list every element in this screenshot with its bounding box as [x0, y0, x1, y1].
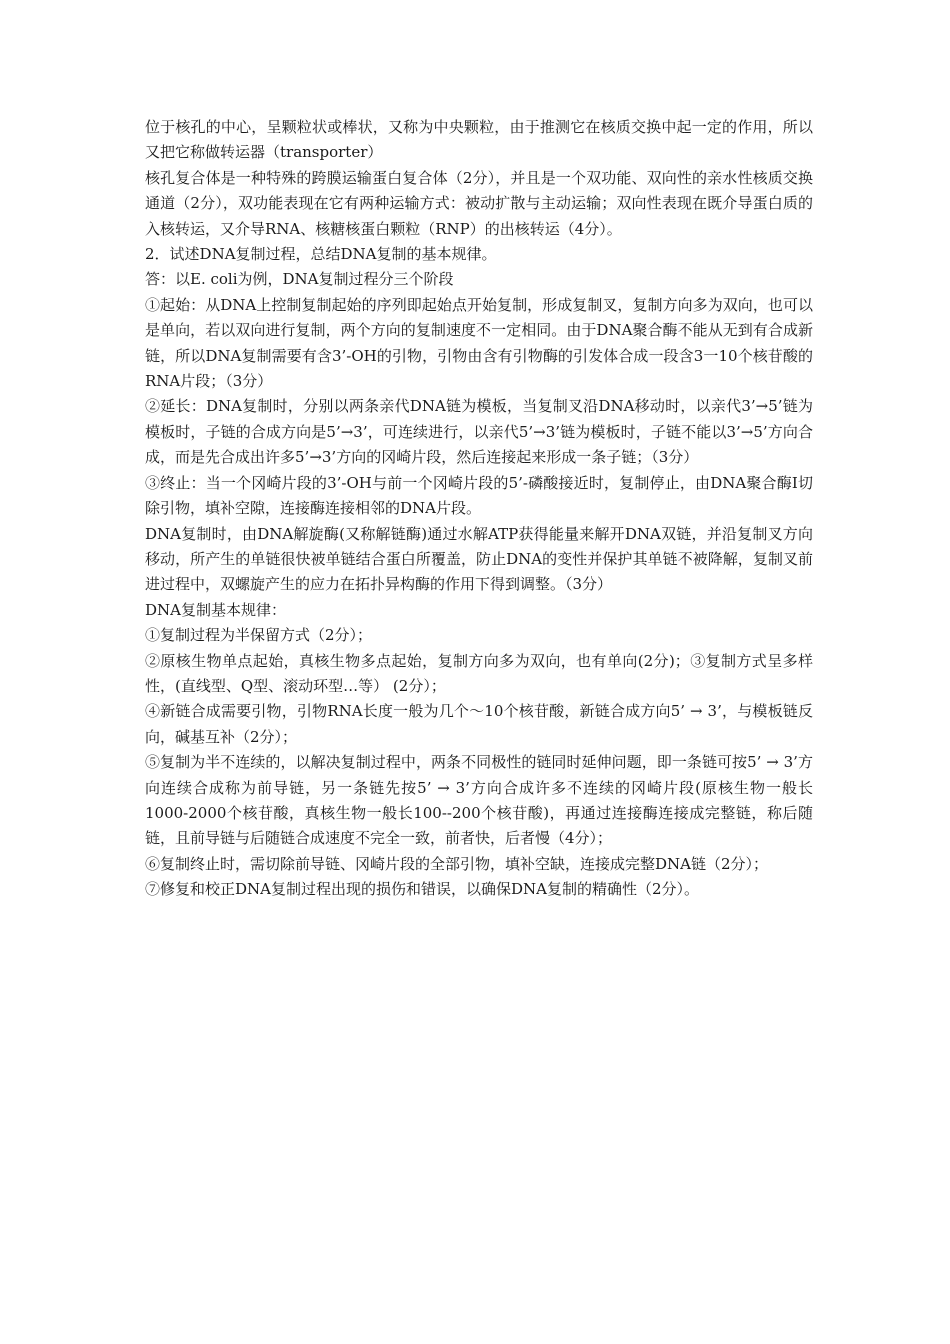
document-body [145, 115, 813, 903]
paragraph-initiation: ①起始：从DNA上控制复制起始的序列即起始点开始复制，形成复制叉，复制方向多为双向，也可以是单向，若以双向进行复制，两个方向的复制速度不一定相同。由于DNA聚合酶不能从无到有合成新链，所以DNA复制需要有含3’-OH的引物，引物由含有引物酶的引发体合成一段含3一10个核苷酸的RNA片段；（3分） [145, 295, 813, 391]
question-heading: 2．试述DNA复制过程，总结DNA复制的基本规律。 [145, 245, 497, 264]
rule-6: ⑥复制终止时，需切除前导链、冈崎片段的全部引物，填补空缺，连接成完整DNA链（2分）； [145, 854, 769, 873]
answer-intro: 答：以E. coli为例，DNA复制过程分三个阶段 [145, 270, 454, 289]
rule-5: ⑤复制为半不连续的，以解决复制过程中，两条不同极性的链同时延伸问题，即一条链可按5’ → 3’方向连续合成称为前导链，另一条链先按5’ → 3’方向合成许多不连续的冈崎片段(原核生物一般长1000-2000个核苷酸，真核生物一般长100--200个核苷酸)，再通过连接酶连接成完整链，称后随链，且前导链与后随链合成速度不完全一致，前者快，后者慢（4分）； [145, 753, 813, 848]
rules-heading: DNA复制基本规律： [145, 600, 286, 619]
rule-4: ④新链合成需要引物，引物RNA长度一般为几个～10个核苷酸，新链合成方向5’ → 3’，与模板链反向，碱基互补（2分）； [145, 702, 813, 746]
rule-2-3: ②原核生物单点起始，真核生物多点起始，复制方向多为双向，也有单向(2分)；③复制方式呈多样性，(直线型、Q型、滚动环型…等） (2分）； [145, 651, 813, 695]
paragraph-nuclear-pore-complex: 核孔复合体是一种特殊的跨膜运输蛋白复合体（2分），并且是一个双功能、双向性的亲水性核质交换通道（2分），双功能表现在它有两种运输方式：被动扩散与主动运输；双向性表现在既介导蛋白质的入核转运，又介导RNA、核糖核蛋白颗粒（RNP）的出核转运（4分）。 [145, 168, 813, 238]
rule-7: ⑦修复和校正DNA复制过程出现的损伤和错误，以确保DNA复制的精确性（2分）。 [145, 880, 700, 899]
paragraph-termination: ③终止：当一个冈崎片段的3’-OH与前一个冈崎片段的5’-磷酸接近时，复制停止，由DNA聚合酶Ⅰ切除引物，填补空隙，连接酶连接相邻的DNA片段。 [145, 473, 813, 518]
paragraph-nuclear-pore-center: 位于核孔的中心，呈颗粒状或棒状，又称为中央颗粒，由于推测它在核质交换中起一定的作用，所以又把它称做转运器（transporter） [145, 118, 813, 162]
rule-1: ①复制过程为半保留方式（2分）； [145, 626, 373, 645]
paragraph-elongation: ②延长：DNA复制时，分别以两条亲代DNA链为模板，当复制叉沿DNA移动时，以亲代3’→5’链为模板时，子链的合成方向是5’→3’，可连续进行，以亲代5’→3’链为模板时，子链不能以3’→5’方向合成，而是先合成出许多5’→3’方向的冈崎片段，然后连接起来形成一条子链；（3分） [145, 397, 813, 467]
paragraph-helicase: DNA复制时，由DNA解旋酶(又称解链酶)通过水解ATP获得能量来解开DNA双链，并沿复制叉方向移动，所产生的单链很快被单链结合蛋白所覆盖，防止DNA的变性并保护其单链不被降解，复制叉前进过程中，双螺旋产生的应力在拓扑异构酶的作用下得到调整。（3分） [145, 524, 813, 594]
